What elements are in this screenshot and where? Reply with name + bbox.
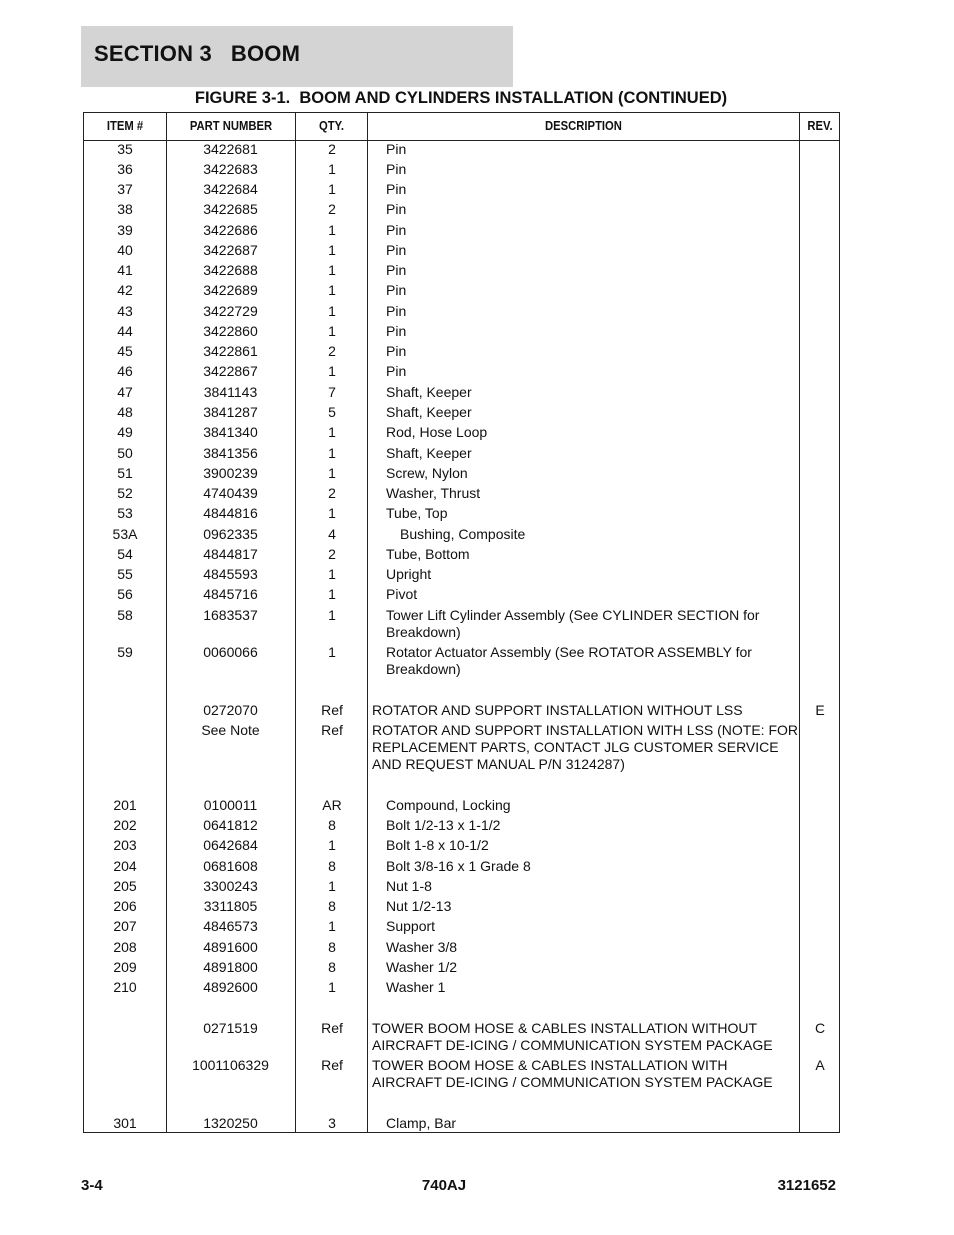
description-cell: Nut 1-8 xyxy=(386,878,432,894)
description-cell: Nut 1/2-13 xyxy=(386,898,452,914)
quantity-cell: 1 xyxy=(328,445,336,461)
item-number-cell: 202 xyxy=(113,817,137,833)
column-divider xyxy=(367,113,368,1132)
quantity-cell: 1 xyxy=(328,607,336,623)
quantity-cell: 1 xyxy=(328,644,336,660)
part-number-cell: 3422685 xyxy=(203,201,258,217)
description-cell: Tube, Top xyxy=(386,505,448,521)
item-number-cell: 46 xyxy=(117,363,133,379)
footer-page-number: 3-4 xyxy=(81,1177,103,1194)
description-cell: Washer, Thrust xyxy=(386,485,481,501)
figure-title: FIGURE 3-1. BOOM AND CYLINDERS INSTALLATION (CONTINUED) xyxy=(194,89,728,107)
footer-model: 740AJ xyxy=(421,1177,467,1194)
quantity-cell: 2 xyxy=(328,485,336,501)
part-number-cell: 0642684 xyxy=(203,837,258,853)
item-number-cell: 38 xyxy=(117,201,133,217)
part-number-cell: 3841356 xyxy=(203,445,258,461)
column-divider xyxy=(295,113,296,1132)
description-cell: Pivot xyxy=(386,586,418,602)
item-number-cell: 49 xyxy=(117,424,133,440)
quantity-cell: 1 xyxy=(328,363,336,379)
description-cell: Tower Lift Cylinder Assembly (See CYLINDER SECTION for Breakdown) xyxy=(386,607,760,640)
part-number-cell: 0271519 xyxy=(203,1020,258,1036)
quantity-cell: Ref xyxy=(321,1020,343,1036)
quantity-cell: 1 xyxy=(328,262,336,278)
section-title: SECTION 3 BOOM xyxy=(94,41,301,66)
description-cell: Compound, Locking xyxy=(386,797,511,813)
description-cell: Washer 3/8 xyxy=(386,939,458,955)
description-cell: Pin xyxy=(386,242,407,258)
description-cell: Rod, Hose Loop xyxy=(386,424,488,440)
item-number-cell: 45 xyxy=(117,343,133,359)
quantity-cell: 1 xyxy=(328,505,336,521)
item-number-cell: 53A xyxy=(112,526,138,542)
part-number-cell: 3841143 xyxy=(203,384,258,400)
header-description: DESCRIPTION xyxy=(545,119,622,133)
revision-cell: A xyxy=(815,1057,825,1073)
description-cell: Bolt 1-8 x 10-1/2 xyxy=(386,837,489,853)
part-number-cell: 4846573 xyxy=(203,918,258,934)
description-cell: Bolt 3/8-16 x 1 Grade 8 xyxy=(386,858,531,874)
item-number-cell: 209 xyxy=(113,959,137,975)
description-cell: Pin xyxy=(386,303,407,319)
quantity-cell: 1 xyxy=(328,586,336,602)
quantity-cell: 1 xyxy=(328,323,336,339)
part-number-cell: 3422684 xyxy=(203,181,258,197)
part-number-cell: 0060066 xyxy=(203,644,258,660)
quantity-cell: 8 xyxy=(328,858,336,874)
quantity-cell: 1 xyxy=(328,918,336,934)
item-number-cell: 51 xyxy=(117,465,133,481)
description-cell: Pin xyxy=(386,363,407,379)
item-number-cell: 208 xyxy=(113,939,137,955)
item-number-cell: 53 xyxy=(117,505,133,521)
part-number-cell: 4845593 xyxy=(203,566,258,582)
item-number-cell: 37 xyxy=(117,181,133,197)
description-cell: Washer 1 xyxy=(386,979,446,995)
item-number-cell: 201 xyxy=(113,797,137,813)
part-number-cell: 1320250 xyxy=(203,1115,258,1131)
item-number-cell: 39 xyxy=(117,222,133,238)
header-part-number: PART NUMBER xyxy=(189,119,273,133)
part-number-cell: 3422867 xyxy=(203,363,258,379)
quantity-cell: 2 xyxy=(328,141,336,157)
quantity-cell: 3 xyxy=(328,1115,336,1131)
description-cell: TOWER BOOM HOSE & CABLES INSTALLATION WITH AIRCRAFT DE-ICING / COMMUNICATION SYSTEM PACKAGE xyxy=(372,1057,773,1090)
item-number-cell: 52 xyxy=(117,485,133,501)
column-divider xyxy=(166,113,167,1132)
part-number-cell: 3422688 xyxy=(203,262,258,278)
item-number-cell: 44 xyxy=(117,323,133,339)
part-number-cell: 0641812 xyxy=(203,817,258,833)
item-number-cell: 36 xyxy=(117,161,133,177)
part-number-cell: 3300243 xyxy=(203,878,258,894)
description-cell: TOWER BOOM HOSE & CABLES INSTALLATION WITHOUT AIRCRAFT DE-ICING / COMMUNICATION SYSTEM PACKAGE xyxy=(372,1020,773,1053)
part-number-cell: 3422687 xyxy=(203,242,258,258)
part-number-cell: 3422683 xyxy=(203,161,258,177)
quantity-cell: 8 xyxy=(328,817,336,833)
description-cell: Pin xyxy=(386,282,407,298)
description-cell: Shaft, Keeper xyxy=(386,445,472,461)
part-number-cell: 4892600 xyxy=(203,979,258,995)
description-cell: Pin xyxy=(386,323,407,339)
quantity-cell: 1 xyxy=(328,242,336,258)
part-number-cell: 4740439 xyxy=(203,485,258,501)
item-number-cell: 203 xyxy=(113,837,137,853)
part-number-cell: 4844817 xyxy=(203,546,258,562)
part-number-cell: 0681608 xyxy=(203,858,258,874)
description-cell: Support xyxy=(386,918,436,934)
description-cell: Pin xyxy=(386,161,407,177)
part-number-cell: 3422681 xyxy=(203,141,258,157)
quantity-cell: 8 xyxy=(328,898,336,914)
part-number-cell: 0100011 xyxy=(203,797,258,813)
quantity-cell: 2 xyxy=(328,201,336,217)
description-cell: Upright xyxy=(386,566,432,582)
quantity-cell: 1 xyxy=(328,222,336,238)
part-number-cell: 3422689 xyxy=(203,282,258,298)
header-qty: QTY. xyxy=(318,119,345,133)
quantity-cell: Ref xyxy=(321,1057,343,1073)
quantity-cell: 8 xyxy=(328,959,336,975)
part-number-cell: 4891800 xyxy=(203,959,258,975)
part-number-cell: 4845716 xyxy=(203,586,258,602)
description-cell: Tube, Bottom xyxy=(386,546,470,562)
description-cell: Washer 1/2 xyxy=(386,959,458,975)
quantity-cell: 5 xyxy=(328,404,336,420)
quantity-cell: 1 xyxy=(328,837,336,853)
description-cell: Pin xyxy=(386,343,407,359)
item-number-cell: 35 xyxy=(117,141,133,157)
item-number-cell: 207 xyxy=(113,918,137,934)
item-number-cell: 58 xyxy=(117,607,133,623)
description-cell: Pin xyxy=(386,222,407,238)
item-number-cell: 43 xyxy=(117,303,133,319)
description-cell: Pin xyxy=(386,201,407,217)
item-number-cell: 54 xyxy=(117,546,133,562)
quantity-cell: 2 xyxy=(328,546,336,562)
item-number-cell: 50 xyxy=(117,445,133,461)
quantity-cell: 1 xyxy=(328,979,336,995)
item-number-cell: 40 xyxy=(117,242,133,258)
quantity-cell: Ref xyxy=(321,702,343,718)
footer-manual-number: 3121652 xyxy=(777,1177,836,1194)
revision-cell: E xyxy=(815,702,825,718)
item-number-cell: 301 xyxy=(113,1115,137,1131)
header-rev: REV. xyxy=(807,119,833,133)
description-cell: Bolt 1/2-13 x 1-1/2 xyxy=(386,817,501,833)
description-cell: Screw, Nylon xyxy=(386,465,468,481)
part-number-cell: 3422861 xyxy=(203,343,258,359)
quantity-cell: Ref xyxy=(321,722,343,738)
description-cell: Pin xyxy=(386,262,407,278)
part-number-cell: 4891600 xyxy=(203,939,258,955)
description-cell: Pin xyxy=(386,181,407,197)
part-number-cell: 3841287 xyxy=(203,404,258,420)
part-number-cell: See Note xyxy=(201,722,260,738)
part-number-cell: 0272070 xyxy=(203,702,258,718)
quantity-cell: 1 xyxy=(328,161,336,177)
quantity-cell: 1 xyxy=(328,303,336,319)
part-number-cell: 3841340 xyxy=(203,424,258,440)
item-number-cell: 47 xyxy=(117,384,133,400)
quantity-cell: 4 xyxy=(328,526,336,542)
quantity-cell: 1 xyxy=(328,282,336,298)
part-number-cell: 3422729 xyxy=(203,303,258,319)
part-number-cell: 3311805 xyxy=(203,898,258,914)
part-number-cell: 3422860 xyxy=(203,323,258,339)
part-number-cell: 4844816 xyxy=(203,505,258,521)
quantity-cell: 1 xyxy=(328,181,336,197)
section-banner xyxy=(81,26,513,87)
description-cell: ROTATOR AND SUPPORT INSTALLATION WITHOUT LSS xyxy=(372,702,743,718)
quantity-cell: AR xyxy=(322,797,342,813)
item-number-cell: 204 xyxy=(113,858,137,874)
item-number-cell: 42 xyxy=(117,282,133,298)
quantity-cell: 8 xyxy=(328,939,336,955)
description-cell: ROTATOR AND SUPPORT INSTALLATION WITH LSS (NOTE: FOR REPLACEMENT PARTS, CONTACT JLG CUSTOMER SERVICE AND REQUEST MANUAL P/N 3124287) xyxy=(372,722,799,772)
description-cell: Clamp, Bar xyxy=(386,1115,457,1131)
item-number-cell: 41 xyxy=(117,262,133,278)
part-number-cell: 0962335 xyxy=(203,526,258,542)
description-cell: Pin xyxy=(386,141,407,157)
item-number-cell: 55 xyxy=(117,566,133,582)
item-number-cell: 205 xyxy=(113,878,137,894)
part-number-cell: 1683537 xyxy=(203,607,258,623)
revision-cell: C xyxy=(814,1020,826,1036)
quantity-cell: 2 xyxy=(328,343,336,359)
item-number-cell: 59 xyxy=(117,644,133,660)
quantity-cell: 1 xyxy=(328,878,336,894)
quantity-cell: 1 xyxy=(328,424,336,440)
part-number-cell: 3422686 xyxy=(203,222,258,238)
description-cell: Shaft, Keeper xyxy=(386,384,472,400)
description-cell: Bushing, Composite xyxy=(400,526,526,542)
item-number-cell: 206 xyxy=(113,898,137,914)
item-number-cell: 48 xyxy=(117,404,133,420)
description-cell: Rotator Actuator Assembly (See ROTATOR ASSEMBLY for Breakdown) xyxy=(386,644,752,677)
part-number-cell: 1001106329 xyxy=(192,1057,269,1073)
quantity-cell: 1 xyxy=(328,566,336,582)
item-number-cell: 56 xyxy=(117,586,133,602)
item-number-cell: 210 xyxy=(113,979,137,995)
parts-table xyxy=(83,112,840,1133)
quantity-cell: 1 xyxy=(328,465,336,481)
quantity-cell: 7 xyxy=(328,384,336,400)
part-number-cell: 3900239 xyxy=(203,465,258,481)
header-item: ITEM # xyxy=(106,119,144,133)
description-cell: Shaft, Keeper xyxy=(386,404,472,420)
